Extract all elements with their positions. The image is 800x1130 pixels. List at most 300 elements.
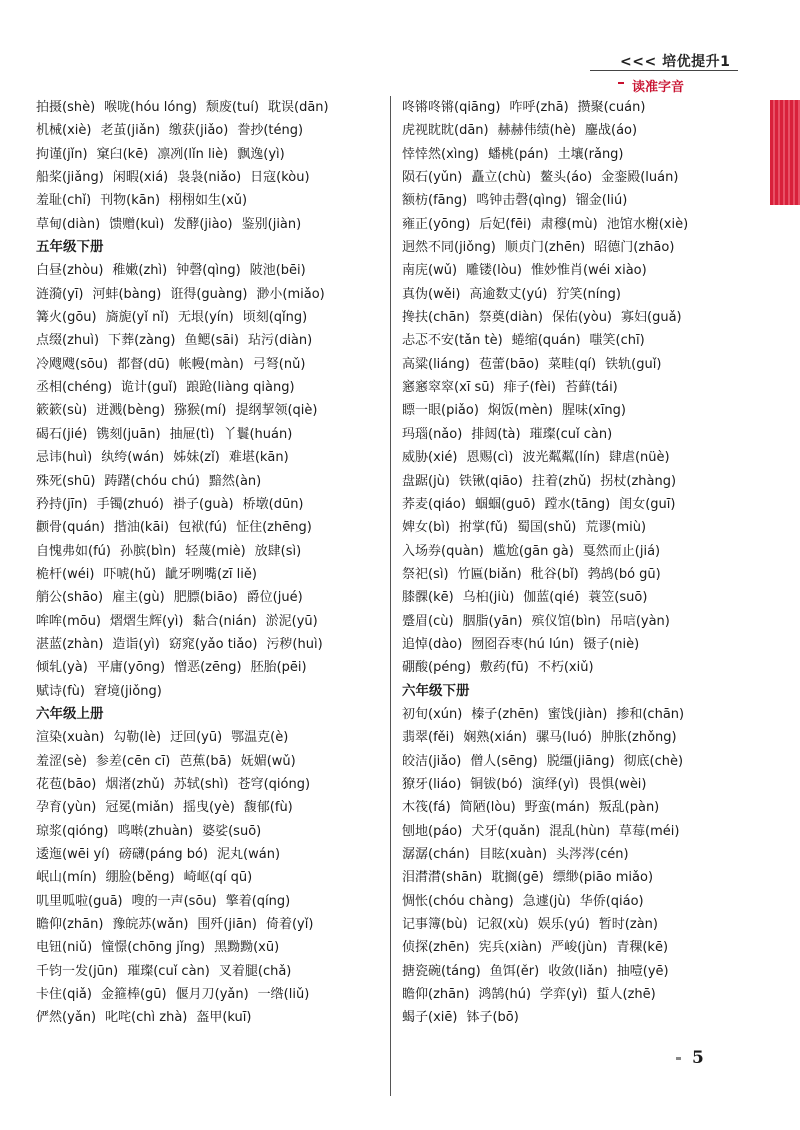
word-row: [402, 890, 762, 913]
vocab-item: 黏合(nián): [192, 613, 257, 629]
vocab-item: 怔住(zhēng): [236, 520, 312, 536]
vocab-item: 野蛮(mán): [524, 800, 590, 816]
word-row: [36, 329, 388, 352]
vocab-item: 纨绔(wán): [101, 450, 165, 466]
vocab-item: 草甸(diàn): [36, 216, 101, 232]
vocab-item: 嗤笑(chī): [589, 333, 645, 349]
vocab-item: 荒谬(miù): [585, 520, 647, 536]
word-row: [402, 796, 762, 819]
vocab-item: 鱼鳃(sāi): [184, 333, 239, 349]
vocab-item: 卡住(qiǎ): [36, 987, 92, 1003]
word-row: [402, 119, 762, 142]
vocab-item: 芭蕉(bā): [179, 753, 232, 769]
word-row: [36, 936, 388, 959]
word-row: [402, 1006, 762, 1029]
vocab-item: 祭奠(diàn): [478, 310, 543, 326]
vocab-item: 篝火(gōu): [36, 310, 97, 326]
word-row: [402, 213, 762, 236]
vocab-item: 宪兵(xiàn): [478, 940, 543, 956]
vocab-item: 入场券(quàn): [402, 543, 484, 559]
vocab-item: 熠熠生辉(yì): [110, 613, 184, 629]
vocab-item: 鱼饵(ěr): [489, 963, 540, 979]
vocab-item: 拊掌(fǔ): [459, 520, 508, 536]
vocab-item: 秕谷(bǐ): [530, 566, 579, 582]
vocab-item: 蜇人(zhē): [596, 987, 656, 1003]
vocab-item: 擎着(qíng): [225, 893, 291, 909]
vocab-item: 暂时(zàn): [598, 917, 658, 933]
vocab-item: 羞耻(chǐ): [36, 193, 92, 209]
vocab-item: 獠牙(liáo): [402, 776, 462, 792]
word-row: [36, 960, 388, 983]
vocab-item: 高逾数丈(yú): [469, 286, 548, 302]
vocab-item: 耽误(dān): [268, 100, 329, 115]
vocab-item: 目眩(xuàn): [478, 847, 548, 862]
vocab-item: 盔甲(kuī): [196, 1010, 252, 1026]
vocab-item: 殡仪馆(bìn): [531, 613, 601, 629]
word-row: [402, 633, 762, 656]
word-row: [36, 259, 388, 282]
vocab-item: 简陋(lòu): [459, 800, 516, 816]
vocab-item: 吓唬(hǔ): [103, 566, 157, 582]
vocab-item: 玷污(diàn): [248, 333, 313, 349]
vocab-item: 机械(xiè): [36, 123, 92, 139]
vocab-item: 初旬(xún): [402, 706, 463, 722]
vocab-item: 碣石(jié): [36, 426, 88, 442]
word-row: [402, 399, 762, 422]
vocab-item: 学弈(yì): [540, 987, 588, 1003]
word-row: [402, 236, 762, 259]
vocab-item: 迥然不同(jiǒng): [402, 240, 496, 256]
vocab-item: 姊妹(zǐ): [173, 450, 220, 466]
word-row: [36, 213, 388, 236]
side-tab-decoration: [770, 100, 800, 205]
vocab-item: 轻蔑(miè): [185, 543, 246, 559]
vocab-item: 栩栩如生(xǔ): [169, 193, 248, 209]
word-row: [36, 820, 388, 843]
vocab-item: 窸窸窣窣(xī sū): [402, 380, 495, 396]
vocab-item: 吊唁(yàn): [609, 613, 670, 629]
vocab-item: 青稞(kē): [616, 940, 669, 956]
vocab-item: 榛子(zhēn): [471, 706, 539, 722]
word-row: [36, 610, 388, 633]
vocab-item: 踌躇(chóu chú): [104, 473, 200, 489]
vocab-item: 耽搁(gē): [491, 870, 544, 886]
vocab-item: 叛乱(pàn): [598, 800, 660, 816]
vocab-item: 颓废(tuí): [205, 100, 260, 115]
word-row: [402, 353, 762, 376]
vocab-item: 伽蓝(qié): [523, 590, 580, 606]
vocab-item: 踉跄(liàng qiàng): [186, 380, 295, 396]
vocab-item: 嗖的一声(sōu): [131, 893, 217, 909]
vocab-item: 凛冽(lǐn liè): [157, 146, 229, 162]
vocab-item: 盘踞(jù): [402, 473, 450, 489]
vocab-item: 豫皖苏(wǎn): [112, 917, 189, 933]
word-row: [36, 166, 388, 189]
vocab-item: 馈赠(kuì): [109, 216, 165, 232]
vocab-item: 逶迤(wēi yí): [36, 847, 110, 862]
vocab-item: 草莓(méi): [619, 823, 680, 839]
vocab-item: 冷飕飕(sōu): [36, 356, 109, 372]
vocab-item: 咋呼(zhā): [509, 100, 569, 115]
word-row: [402, 540, 762, 563]
vocab-item: 点缀(zhuì): [36, 333, 100, 349]
vocab-item: 额枋(fāng): [402, 193, 468, 209]
vocab-item: 皎洁(jiǎo): [402, 753, 462, 769]
vocab-item: 侦探(zhēn): [402, 940, 470, 956]
vocab-item: 僧人(sēng): [470, 753, 538, 769]
word-row: [402, 306, 762, 329]
vocab-item: 诡计(guǐ): [121, 380, 178, 396]
word-row: [402, 470, 762, 493]
vocab-item: 苔藓(tái): [564, 380, 618, 396]
vocab-item: 提纲挈领(qiè): [235, 403, 318, 419]
header-subtitle: 读准字音: [632, 76, 684, 95]
vocab-item: 攒聚(cuán): [577, 100, 646, 115]
vocab-item: 花苞(bāo): [36, 776, 97, 792]
vocab-item: 妩媚(wǔ): [240, 753, 296, 769]
vocab-item: 铁轨(guǐ): [605, 356, 662, 372]
word-row: [36, 189, 388, 212]
word-row: [402, 983, 762, 1006]
word-row: [36, 96, 388, 119]
vocab-item: 潺潺(chán): [402, 847, 470, 862]
vocab-item: 勾勒(lè): [113, 730, 162, 746]
word-row: [402, 866, 762, 889]
vocab-item: 腥味(xīng): [561, 403, 626, 419]
vocab-item: 肥膘(biāo): [173, 590, 238, 606]
vocab-item: 迸溅(bèng): [96, 403, 166, 419]
vocab-item: 稚嫩(zhì): [112, 263, 168, 279]
vocab-item: 褂子(guà): [173, 496, 234, 512]
vocab-item: 诳得(guàng): [170, 286, 248, 302]
vocab-item: 叽里呱啦(guā): [36, 893, 123, 909]
vocab-item: 丞相(chéng): [36, 380, 113, 396]
vocab-item: 烟渚(zhǔ): [105, 776, 165, 792]
vocab-item: 雇主(gù): [112, 590, 165, 606]
word-row: [36, 726, 388, 749]
vocab-item: 搀扶(chān): [402, 310, 470, 326]
vocab-item: 都督(dū): [117, 356, 170, 372]
vocab-item: 船桨(jiǎng): [36, 170, 104, 186]
vocab-item: 窠臼(kē): [96, 146, 149, 162]
word-row: [36, 750, 388, 773]
word-row: [402, 656, 762, 679]
vocab-item: 窈窕(yǎo tiǎo): [168, 636, 258, 652]
vocab-item: 哞哞(mōu): [36, 613, 102, 629]
vocab-item: 痱子(fèi): [503, 380, 556, 396]
vocab-item: 参差(cēn cī): [95, 753, 171, 769]
vocab-item: 平庸(yōng): [96, 660, 166, 676]
vocab-item: 俨然(yǎn): [36, 1010, 97, 1026]
vocab-item: 老茧(jiǎn): [100, 123, 161, 139]
vocab-item: 顺贞门(zhēn): [504, 240, 586, 256]
vocab-item: 爵位(jué): [246, 590, 303, 606]
vocab-item: 忌讳(huì): [36, 450, 93, 466]
vocab-item: 拄着(zhǔ): [531, 473, 592, 489]
vocab-item: 波光粼粼(lín): [522, 450, 600, 466]
word-row: [36, 540, 388, 563]
header-label: <<< 培优提升1: [620, 54, 731, 70]
section-title: 五年级下册: [36, 239, 104, 256]
vocab-item: 铁锹(qiāo): [459, 473, 523, 489]
vocab-item: 孕育(yùn): [36, 800, 97, 816]
vocab-item: 竹匾(biǎn): [457, 566, 522, 582]
vocab-item: 帐幔(màn): [178, 356, 244, 372]
vocab-item: 荞麦(qiáo): [402, 496, 466, 512]
word-row: [36, 493, 388, 516]
vocab-item: 岷山(mín): [36, 870, 97, 886]
vocab-item: 自愧弗如(fú): [36, 543, 111, 559]
vocab-item: 畏惧(wèi): [588, 776, 647, 792]
word-row: [402, 563, 762, 586]
vocab-item: 羞涩(sè): [36, 753, 87, 769]
vocab-item: 悻悻然(xìng): [402, 146, 479, 162]
vocab-item: 焖饭(mèn): [487, 403, 553, 419]
word-row: [402, 586, 762, 609]
word-row: [402, 166, 762, 189]
vocab-item: 敷药(fū): [479, 660, 529, 676]
vocab-item: 陂池(bēi): [249, 263, 306, 279]
word-row: [402, 703, 762, 726]
word-row: [36, 399, 388, 422]
vocab-item: 桥墩(dūn): [242, 496, 304, 512]
vocab-item: 黯然(àn): [208, 473, 262, 489]
word-row: [36, 143, 388, 166]
vocab-item: 祭祀(sì): [402, 566, 449, 582]
vocab-item: 冠冕(miǎn): [105, 800, 174, 816]
word-row: [36, 376, 388, 399]
column-divider: [390, 96, 391, 1096]
vocab-item: 渺小(miǎo): [256, 286, 325, 302]
vocab-item: 钟磬(qìng): [176, 263, 241, 279]
vocab-item: 瞻仰(zhān): [36, 917, 104, 933]
vocab-item: 骡马(luó): [536, 730, 592, 746]
vocab-item: 涟漪(yī): [36, 286, 84, 302]
vocab-item: 钵子(bō): [466, 1010, 519, 1026]
vocab-item: 闲暇(xiá): [112, 170, 169, 186]
vocab-item: 抽屉(tì): [169, 426, 215, 442]
word-row: [36, 633, 388, 656]
vocab-item: 泥丸(wán): [217, 847, 281, 862]
word-row: [36, 890, 388, 913]
vocab-item: 肆虐(nüè): [608, 450, 670, 466]
vocab-item: 摇曳(yè): [182, 800, 235, 816]
vocab-item: 记叙(xù): [476, 917, 529, 933]
vocab-item: 鏖战(áo): [585, 123, 638, 139]
vocab-item: 不朽(xiǔ): [537, 660, 594, 676]
vocab-item: 昭德门(zhāo): [594, 240, 675, 256]
vocab-item: 抽噎(yē): [616, 963, 669, 979]
vocab-item: 倚着(yǐ): [265, 917, 314, 933]
vocab-item: 娱乐(yú): [537, 917, 590, 933]
vocab-item: 囫囵吞枣(hú lún): [471, 636, 575, 652]
vocab-item: 无垠(yín): [178, 310, 234, 326]
vocab-item: 雕镂(lòu): [466, 263, 522, 279]
vocab-item: 瞻仰(zhān): [402, 987, 470, 1003]
vocab-item: 璀璨(cuǐ càn): [127, 963, 210, 979]
word-row: [402, 773, 762, 796]
vocab-item: 恩赐(cì): [466, 450, 514, 466]
vocab-item: 窘境(jiǒng): [93, 683, 162, 699]
vocab-item: 河蚌(bàng): [92, 286, 162, 302]
vocab-item: 雍正(yōng): [402, 216, 471, 232]
vocab-item: 弓弩(nǔ): [252, 356, 306, 372]
vocab-item: 丫鬟(huán): [223, 426, 293, 442]
vocab-item: 镊子(niè): [583, 636, 640, 652]
vocab-item: 缴获(jiǎo): [169, 123, 229, 139]
vocab-item: 镌刻(juān): [96, 426, 161, 442]
vocab-item: 顷刻(qǐng): [242, 310, 308, 326]
vocab-item: 胭脂(yān): [462, 613, 523, 629]
vocab-item: 难堪(kān): [228, 450, 289, 466]
word-row: [36, 913, 388, 936]
word-row: [36, 680, 388, 703]
vocab-item: 寡妇(guǎ): [621, 310, 682, 326]
vocab-item: 翡翠(fěi): [402, 730, 455, 746]
vocab-item: 戛然而止(jiá): [582, 543, 661, 559]
word-row: [402, 96, 762, 119]
word-row: [36, 866, 388, 889]
word-row: [36, 656, 388, 679]
vocab-item: 泪潸潸(shān): [402, 870, 483, 886]
vocab-item: 刊物(kān): [100, 193, 161, 209]
vocab-item: 颧骨(quán): [36, 520, 105, 536]
vocab-item: 璀璨(cuǐ càn): [529, 426, 613, 442]
word-row: [36, 773, 388, 796]
word-row: [402, 960, 762, 983]
vocab-item: 龇牙咧嘴(zī liě): [165, 566, 257, 582]
vocab-item: 金銮殿(luán): [601, 170, 679, 186]
vocab-item: 鹁鸪(bó gū): [587, 566, 661, 582]
vocab-item: 包袱(fú): [178, 520, 228, 536]
header-rule: [590, 70, 738, 71]
section-title: 六年级下册: [402, 682, 470, 699]
vocab-item: 簌簌(sù): [36, 403, 88, 419]
word-row: [36, 796, 388, 819]
vocab-item: 土壤(rǎng): [557, 146, 624, 162]
vocab-item: 发酵(jiào): [173, 216, 233, 232]
vocab-item: 白昼(zhòu): [36, 263, 104, 279]
word-row: [36, 563, 388, 586]
word-row: [402, 283, 762, 306]
vocab-item: 严峻(jùn): [551, 940, 608, 956]
vocab-item: 琼浆(qióng): [36, 823, 109, 839]
vocab-item: 急遽(jù): [522, 893, 571, 909]
vocab-item: 下葬(zàng): [108, 333, 176, 349]
vocab-item: 鸿鹄(hú): [478, 987, 532, 1003]
vocab-item: 孙膑(bìn): [119, 543, 177, 559]
vocab-item: 崎岖(qí qū): [183, 870, 253, 886]
word-row: [36, 353, 388, 376]
vocab-item: 硼酸(péng): [402, 660, 471, 676]
word-row: [402, 493, 762, 516]
word-row: [36, 283, 388, 306]
vocab-item: 高粱(liáng): [402, 356, 470, 372]
vocab-item: 排闼(tà): [471, 426, 521, 442]
vocab-item: 演绎(yì): [531, 776, 580, 792]
vocab-item: 玛瑙(nǎo): [402, 426, 463, 442]
vocab-item: 犬牙(quǎn): [471, 823, 541, 839]
word-row: [36, 423, 388, 446]
vocab-item: 叉着腿(chǎ): [218, 963, 292, 979]
vocab-item: 金箍棒(gū): [100, 987, 167, 1003]
vocab-item: 鳌头(áo): [540, 170, 593, 186]
vocab-item: 闺女(guī): [619, 496, 676, 512]
vocab-item: 绷脸(běng): [105, 870, 175, 886]
vocab-item: 保佑(yòu): [551, 310, 612, 326]
word-row: [402, 423, 762, 446]
vocab-item: 鄂温克(è): [231, 730, 289, 746]
vocab-item: 殊死(shū): [36, 473, 96, 489]
page-dot-decoration: [676, 1057, 681, 1060]
vocab-item: 陨石(yǔn): [402, 170, 463, 186]
vocab-item: 苍穹(qióng): [237, 776, 311, 792]
vocab-item: 彻底(chè): [623, 753, 684, 769]
vocab-item: 婆娑(suō): [202, 823, 262, 839]
vocab-item: 胚胎(pēi): [250, 660, 307, 676]
vocab-item: 黑黝黝(xū): [214, 940, 280, 956]
vocab-item: 袅袅(niǎo): [177, 170, 242, 186]
vocab-item: 日寇(kòu): [250, 170, 310, 186]
vocab-item: 肿胀(zhǒng): [600, 730, 677, 746]
vocab-item: 千钧一发(jūn): [36, 963, 119, 979]
vocab-item: 喉咙(hóu lóng): [104, 100, 197, 115]
vocab-item: 虎视眈眈(dān): [402, 123, 489, 139]
vocab-item: 憎恶(zēng): [174, 660, 242, 676]
vocab-item: 追悼(dào): [402, 636, 463, 652]
vocab-item: 南庑(wǔ): [402, 263, 458, 279]
left-column: [36, 96, 388, 1030]
vocab-item: 缥缈(piāo miǎo): [552, 870, 654, 886]
vocab-item: 造诣(yì): [112, 636, 160, 652]
vocab-item: 矜持(jīn): [36, 496, 88, 512]
vocab-item: 蜷缩(quán): [511, 333, 581, 349]
vocab-item: 后妃(fēi): [479, 216, 532, 232]
vocab-item: 一绺(liǔ): [257, 987, 310, 1003]
word-row: [402, 843, 762, 866]
vocab-item: 鸣钟击磬(qìng): [476, 193, 567, 209]
vocab-item: 混乱(hùn): [549, 823, 611, 839]
vocab-item: 婢女(bì): [402, 520, 451, 536]
vocab-item: 艄公(shāo): [36, 590, 104, 606]
vocab-item: 蹚水(tāng): [544, 496, 611, 512]
word-row: [402, 516, 762, 539]
vocab-item: 叱咤(chì zhà): [105, 1010, 188, 1026]
vocab-item: 菜畦(qí): [548, 356, 597, 372]
vocab-item: 旖旎(yǐ nǐ): [105, 310, 170, 326]
vocab-item: 乌桕(jiù): [462, 590, 515, 606]
vocab-item: 倾轧(yà): [36, 660, 88, 676]
vocab-item: 惟妙惟肖(wéi xiào): [530, 263, 647, 279]
word-row: [402, 750, 762, 773]
vocab-item: 刨地(páo): [402, 823, 463, 839]
vocab-item: 鉴别(jiàn): [241, 216, 302, 232]
vocab-item: 蜀国(shǔ): [516, 520, 577, 536]
vocab-item: 拐杖(zhàng): [600, 473, 677, 489]
vocab-item: 华侨(qiáo): [579, 893, 644, 909]
vocab-item: 镏金(liú): [575, 193, 628, 209]
vocab-item: 污秽(huì): [266, 636, 323, 652]
vocab-item: 馥郁(fù): [243, 800, 293, 816]
vocab-item: 迂回(yū): [170, 730, 223, 746]
vocab-item: 赋诗(fù): [36, 683, 85, 699]
vocab-item: 桅杆(wéi): [36, 566, 95, 582]
page-number: 5: [692, 1048, 704, 1068]
vocab-item: 瞟一眼(piǎo): [402, 403, 479, 419]
vocab-item: 渲染(xuàn): [36, 730, 105, 746]
vocab-item: 誊抄(téng): [237, 123, 304, 139]
vocab-item: 电钮(niǔ): [36, 940, 93, 956]
